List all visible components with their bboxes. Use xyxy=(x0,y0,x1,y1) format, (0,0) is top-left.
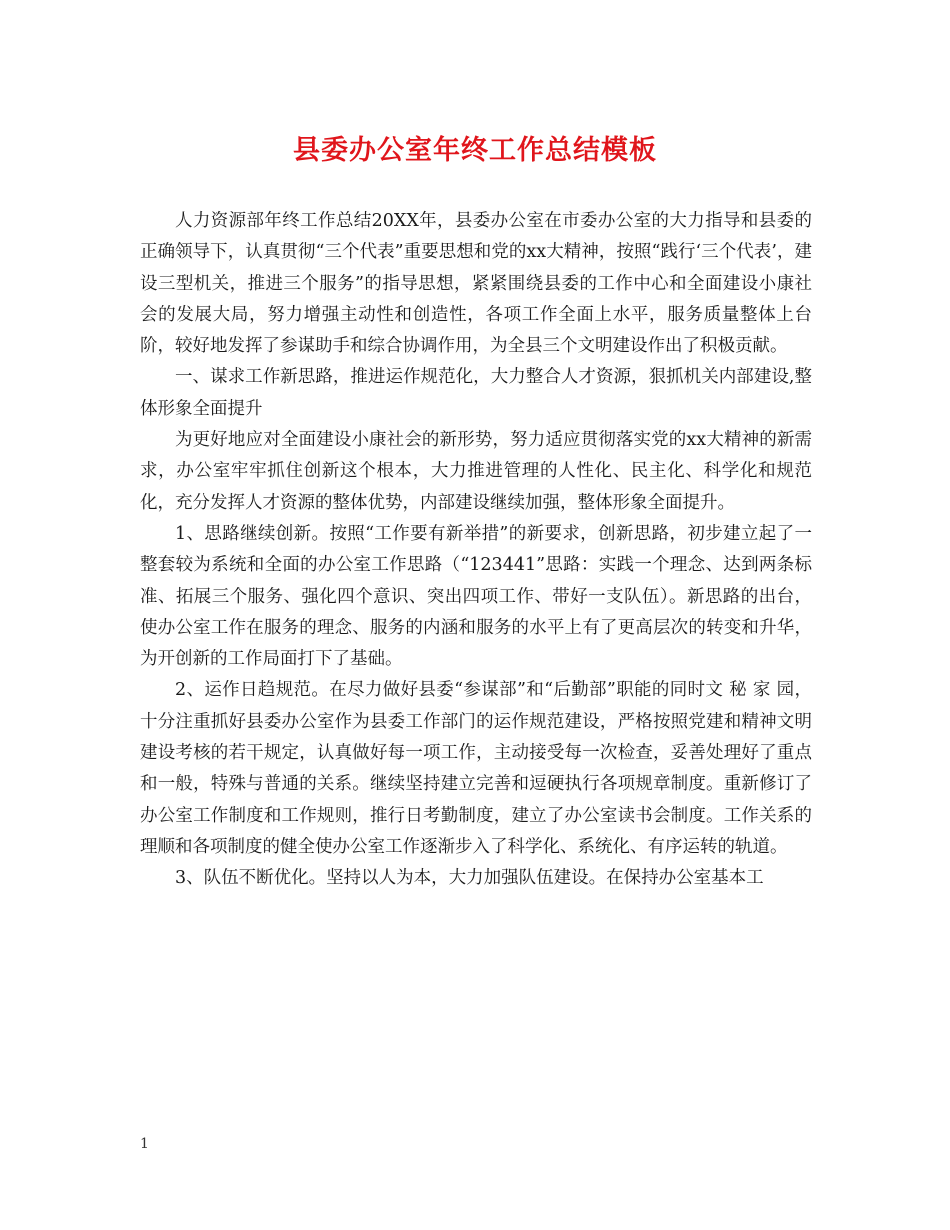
paragraph-item-3: 3、队伍不断优化。坚持以人为本，大力加强队伍建设。在保持办公室基本工 xyxy=(175,868,764,889)
page-number: 1 xyxy=(140,1136,149,1152)
paragraph-item-2: 2、运作日趋规范。在尽力做好县委“参谋部”和“后勤部”职能的同时文 秘 家 园，十分注重抓好县委办公室作为县委工作部门的运作规范建设，严格按照党建和精神文明建设考核的若干规定，认真做好每一项工作，主动接受每一次检查，妥善处理好了重点和一般，特殊与普通的关系。继续坚持建立完善和逗硬执行各项规章制度。重新修订了办公室工作制度和工作规则，推行日考勤制度，建立了办公室读书会制度。工作关系的理顺和各项制度的健全使办公室工作逐渐步入了科学化、系统化、有序运转的轨道。 xyxy=(140,680,812,857)
paragraph-item-1: 1、思路继续创新。按照“工作要有新举措”的新要求，创新思路，初步建立起了一整套较为系统和全面的办公室工作思路（“123441”思路：实践一个理念、达到两条标准、拓展三个服务、强化四个意识、突出四项工作、带好一支队伍）。新思路的出台，使办公室工作在服务的理念、服务的内涵和服务的水平上有了更高层次的转变和升华，为开创新的工作局面打下了基础。 xyxy=(140,523,812,670)
document-title: 县委办公室年终工作总结模板 xyxy=(293,135,657,166)
document-body xyxy=(140,206,812,895)
paragraph-section-1: 为更好地应对全面建设小康社会的新形势，努力适应贯彻落实党的xx大精神的新需求，办公室牢牢抓住创新这个根本，大力推进管理的人性化、民主化、科学化和规范化，充分发挥人才资源的整体优势，内部建设继续加强，整体形象全面提升。 xyxy=(140,430,812,513)
paragraph-intro: 人力资源部年终工作总结20XX年，县委办公室在市委办公室的大力指导和县委的正确领导下，认真贯彻“三个代表”重要思想和党的xx大精神，按照“践行‘三个代表’，建设三型机关，推进三个服务”的指导思想，紧紧围绕县委的工作中心和全面建设小康社会的发展大局，努力增强主动性和创造性，各项工作全面上水平，服务质量整体上台阶，较好地发挥了参谋助手和综合协调作用，为全县三个文明建设作出了积极贡献。 xyxy=(140,211,812,357)
section-heading-1: 一、谋求工作新思路，推进运作规范化，大力整合人才资源，狠抓机关内部建设,整体形象全面提升 xyxy=(140,367,812,419)
